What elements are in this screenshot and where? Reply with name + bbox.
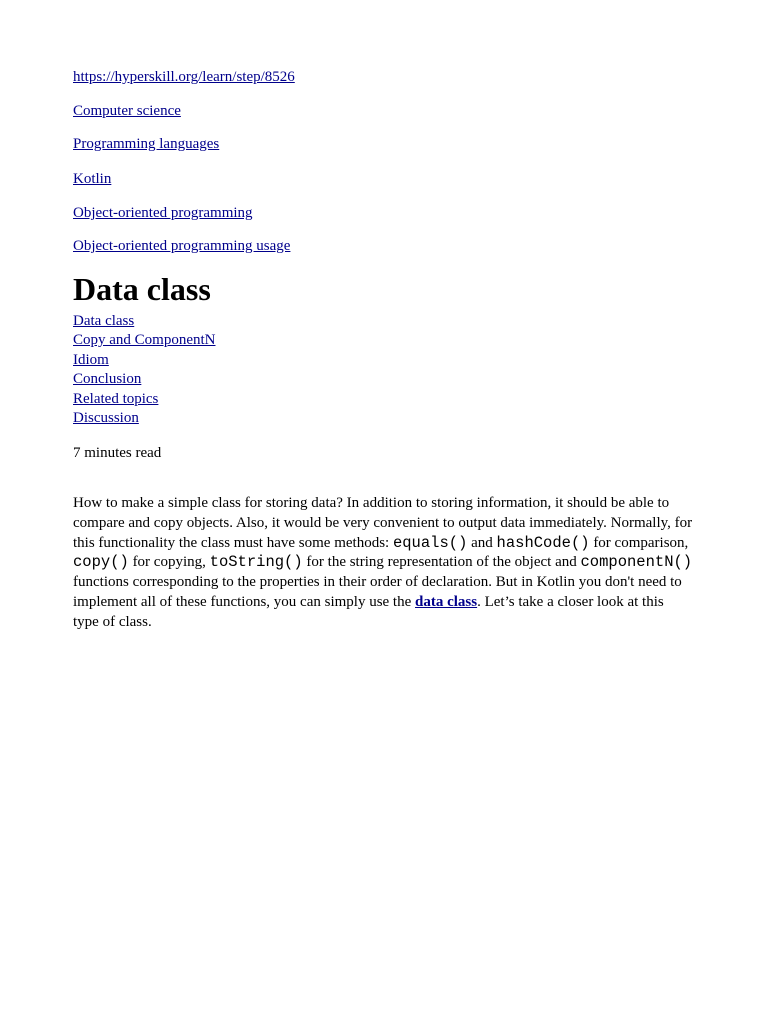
intro-text: How to make a simple class for storing data? In addition to storing information, it should be able to compare and copy objects. Also, it would be very convenient to output data immediately. Normally, for this functionality the class must have some methods: <box>73 495 693 551</box>
table-of-contents <box>73 312 216 428</box>
toc-item <box>73 351 216 370</box>
intro-text: functions corresponding to the properties in their order of declaration. But in Kotlin you don't need to implement all of these functions, you can simply use the <box>73 574 682 610</box>
intro-text: . Let’s take a closer look at this type of class. <box>73 593 664 630</box>
toc-link-related-topics[interactable]: Related topics <box>73 390 159 407</box>
breadcrumb-kotlin-link[interactable]: Kotlin <box>73 171 112 187</box>
intro-text: for copying, <box>128 554 210 571</box>
code-componentn: componentN() <box>580 553 693 572</box>
breadcrumb-computer-science-link[interactable]: Computer science <box>73 103 181 119</box>
code-hashcode: hashCode() <box>496 533 590 552</box>
page-title: Data class <box>73 271 211 307</box>
intro-paragraph <box>73 494 693 633</box>
breadcrumb-programming-languages-link[interactable]: Programming languages <box>73 136 220 152</box>
breadcrumb-url-link[interactable]: https://hyperskill.org/learn/step/8526 <box>73 69 295 85</box>
code-equals: equals() <box>392 533 468 552</box>
toc-link-conclusion[interactable]: Conclusion <box>73 371 142 388</box>
toc-item <box>73 409 216 428</box>
toc-link-data-class[interactable]: Data class <box>73 313 135 329</box>
toc-link-discussion[interactable]: Discussion <box>73 409 139 426</box>
intro-text: for comparison, <box>589 534 689 551</box>
code-copy: copy() <box>73 553 129 572</box>
toc-item <box>73 370 216 389</box>
code-tostring: toString() <box>209 553 303 572</box>
breadcrumb-oop-usage-link[interactable]: Object-oriented programming usage <box>73 238 291 254</box>
data-class-link[interactable]: data class <box>415 593 478 610</box>
toc-link-idiom[interactable]: Idiom <box>73 351 109 368</box>
intro-text: for the string representation of the object and <box>302 554 581 571</box>
breadcrumb-oop-link[interactable]: Object-oriented programming <box>73 205 253 221</box>
toc-item <box>73 331 216 350</box>
toc-item <box>73 390 216 409</box>
toc-link-copy-componentn[interactable]: Copy and ComponentN <box>73 332 216 349</box>
read-time: 7 minutes read <box>73 445 162 461</box>
toc-item <box>73 312 216 331</box>
intro-text: and <box>467 534 497 551</box>
